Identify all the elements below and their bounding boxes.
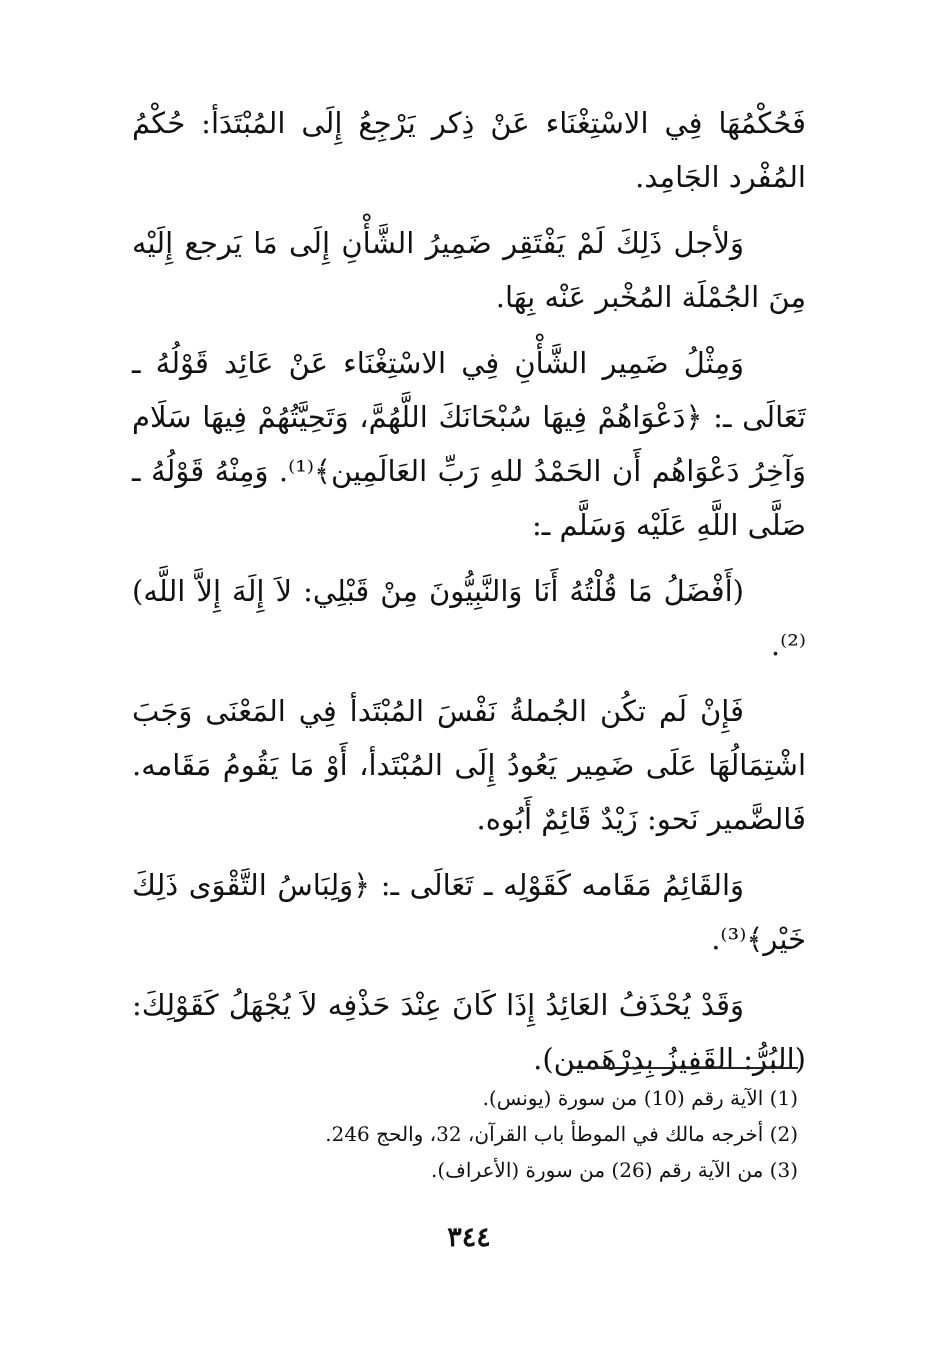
paragraph-3: وَمِثْلُ ضَمِير الشَّأْنِ فِي الاسْتِغْنَاء عَنْ عَائِد قَوْلُهُ ـ تَعَالَى ـ: ﴿دَعْوَاهُمْ فِيهَا سُبْحَانَكَ اللَّهُمَّ، وَتَحِيَّتُهُمْ فِيهَا سَلَام وَآخِرُ دَعْوَاهُم أَن الحَمْدُ للهِ رَبِّ العَالَمِين﴾⁽¹⁾. وَمِنْهُ قَوْلُهُ ـ صَلَّى اللَّهِ عَلَيْه وَسَلَّم ـ:	[132, 346, 807, 542]
paragraph-6: وَالقَائِمُ مَقَامه كَقَوْلِه ـ تَعَالَى ـ: ﴿وَلِبَاسُ التَّقْوَى ذَلِكَ خَيْر﴾⁽³⁾.	[132, 868, 806, 956]
footnotes	[200, 1080, 798, 1188]
footnote-2: (2) أخرجه مالك في الموطأ باب القرآن، 32، والحج 246.	[325, 1122, 798, 1146]
footnote-1: (1) الآية رقم (10) من سورة (يونس).	[482, 1086, 798, 1110]
paragraph-7: وَقَدْ يُحْذَفُ العَائِدُ إِذَا كَانَ عِنْدَ حَذْفِه لاَ يُجْهَلُ كَقَوْلِكَ: (البُرُّ: القَفِيزُ بِدِرْهَمين).	[132, 988, 806, 1076]
paragraph-1: فَحُكْمُهَا فِي الاسْتِغْنَاء عَنْ ذِكر يَرْجِعُ إِلَى المُبْتَدَأ: حُكْمُ المُفْرد الجَامِد.	[132, 106, 806, 194]
paragraph-5: فَإِنْ لَم تكُن الجُملةُ نَفْسَ المُبْتَدأ فِي المَعْنَى وَجَبَ اشْتِمَالُهَا عَلَى ضَمِير يَعُودُ إِلَى المُبْتَدأ، أَوْ مَا يَقُومُ مَقَامه. فَالضَّمير نَحو: زَيْدٌ قَائِمٌ أَبُوه.	[132, 694, 806, 836]
footnote-divider	[572, 1067, 798, 1069]
paragraph-2: وَلأجل ذَلِكَ لَمْ يَفْتَقِر ضَمِيرُ الشَّأْنِ إِلَى مَا يَرجع إِلَيْه مِنَ الجُمْلَة المُخْبر عَنْه بِهَا.	[132, 226, 806, 314]
page-number: ٣٤٤	[447, 1222, 491, 1253]
paragraph-4: (أَفْضَلُ مَا قُلْتُهُ أَنَا وَالنَّبِيُّونَ مِنْ قَبْلِي: لاَ إِلَهَ إِلاَّ اللَّه)⁽²⁾.	[132, 574, 806, 662]
footnote-3: (3) من الآية رقم (26) من سورة (الأعراف).	[431, 1158, 798, 1182]
main-text	[132, 96, 806, 1098]
